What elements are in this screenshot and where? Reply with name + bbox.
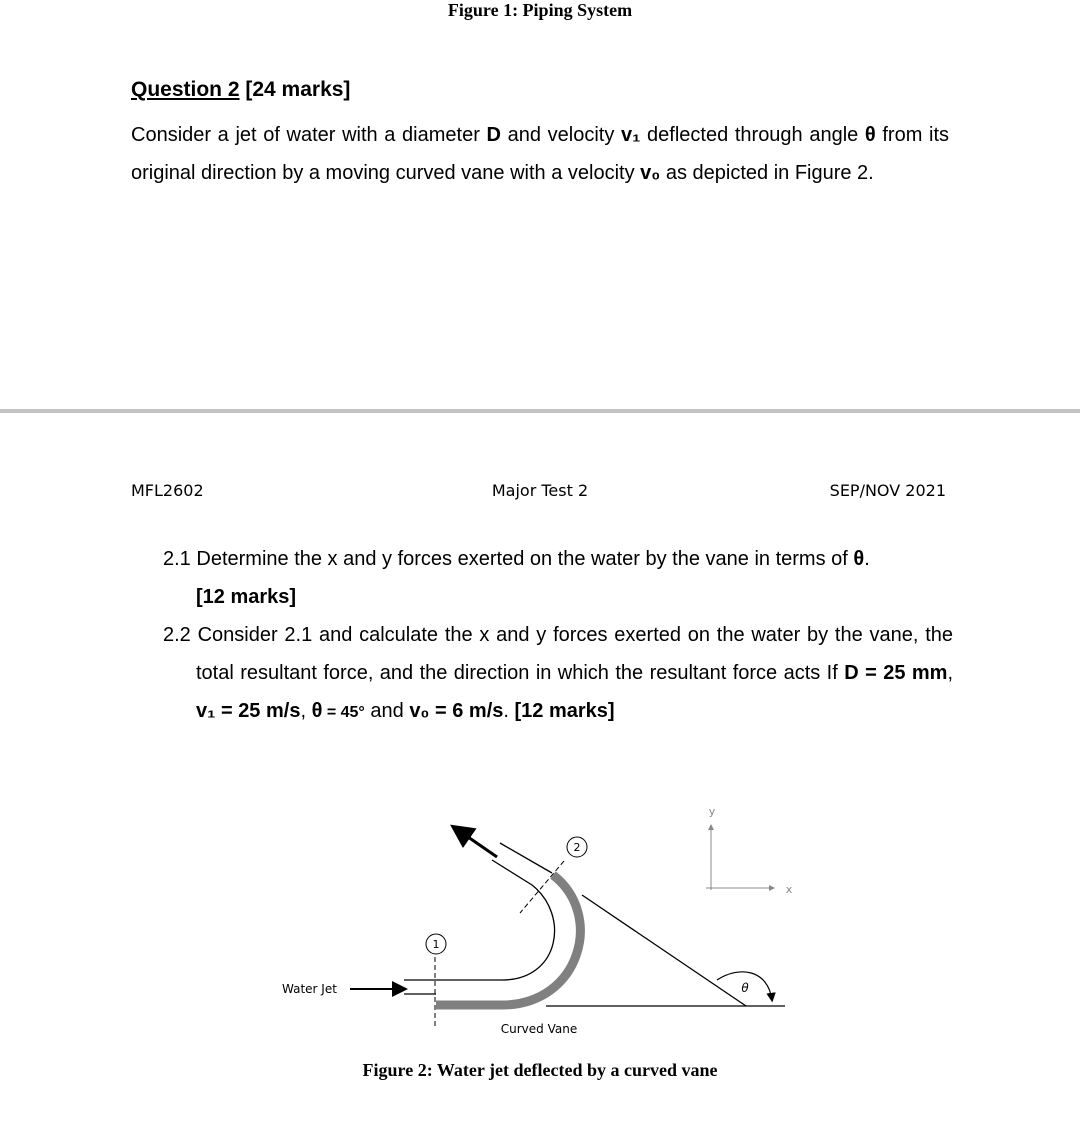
subquestion-2-1-text: Determine the x and y forces exerted on the water by the vane in terms of bbox=[196, 548, 854, 570]
subquestion-2-2-D: D bbox=[844, 662, 859, 684]
symbol-theta: θ bbox=[864, 124, 876, 146]
para-text-2: and velocity bbox=[500, 124, 621, 146]
given-v1-value: v₁ = 25 m/s bbox=[196, 700, 301, 722]
figure-2-caption: Figure 2: Water jet deflected by a curved vane bbox=[362, 1060, 718, 1080]
header-test-name: Major Test 2 bbox=[491, 481, 589, 500]
subquestion-2-2-number: 2.2 bbox=[163, 624, 191, 646]
para-text-5: as depicted in Figure 2. bbox=[660, 162, 874, 184]
para-text-4: from its original direction by a moving curved vane with a velocity bbox=[131, 124, 950, 184]
question-paragraph bbox=[131, 116, 949, 192]
curved-vane bbox=[436, 875, 580, 1005]
y-axis-label: y bbox=[708, 805, 716, 818]
subquestion-2-2-text: Consider 2.1 and calculate the x and y forces exerted on the water by the vane, the total resultant force, and the direction in which the resultant force acts If bbox=[196, 624, 953, 684]
question-title bbox=[131, 78, 350, 102]
subquestion-2-1 bbox=[163, 540, 963, 616]
figure-1-caption: Figure 1: Piping System bbox=[447, 0, 633, 20]
symbol-D: D bbox=[486, 124, 501, 146]
subquestion-2-2-marks: [12 marks] bbox=[514, 700, 615, 722]
given-D-value: = 25 mm bbox=[865, 662, 948, 684]
subquestion-2-1-number: 2.1 bbox=[163, 548, 191, 570]
point-1-label: 1 bbox=[432, 938, 440, 951]
subquestion-2-2 bbox=[163, 616, 953, 732]
figure-2-diagram bbox=[270, 795, 810, 1045]
given-theta-symbol: θ bbox=[311, 700, 323, 722]
subquestion-2-1-marks: [12 marks] bbox=[196, 586, 297, 608]
water-jet-label: Water Jet bbox=[282, 982, 337, 996]
subquestion-2-1-theta: θ bbox=[853, 548, 865, 570]
jet-outer-exit-line bbox=[500, 843, 552, 873]
symbol-v1: v₁ bbox=[620, 124, 641, 146]
question-marks: [24 marks] bbox=[239, 78, 351, 101]
point-2-label: 2 bbox=[573, 841, 581, 854]
curved-vane-label: Curved Vane bbox=[500, 1022, 578, 1036]
given-v0-value: v₀ = 6 m/s bbox=[409, 700, 504, 722]
given-theta-value: = 45° bbox=[322, 704, 365, 721]
para-text-1: Consider a jet of water with a diameter bbox=[131, 124, 487, 146]
header-date: SEP/NOV 2021 bbox=[829, 481, 946, 500]
section-2-line bbox=[520, 861, 564, 913]
header-course-code: MFL2602 bbox=[131, 481, 204, 500]
symbol-v0: v₀ bbox=[640, 162, 661, 184]
question-number: Question 2 bbox=[131, 78, 240, 101]
comma-2: , bbox=[300, 700, 312, 722]
x-axis-label: x bbox=[785, 883, 793, 896]
subquestion-2-1-end: . bbox=[864, 548, 870, 570]
exit-jet-arrow bbox=[455, 828, 497, 857]
exit-direction-line bbox=[582, 895, 746, 1006]
and-word: and bbox=[364, 700, 410, 722]
comma-1: , bbox=[947, 662, 953, 684]
period: . bbox=[503, 700, 515, 722]
page-divider bbox=[0, 409, 1080, 413]
jet-inner-curve bbox=[492, 860, 555, 980]
para-text-3: deflected through angle bbox=[640, 124, 865, 146]
theta-label: θ bbox=[741, 981, 749, 995]
subquestion-2-2-body bbox=[163, 616, 953, 732]
